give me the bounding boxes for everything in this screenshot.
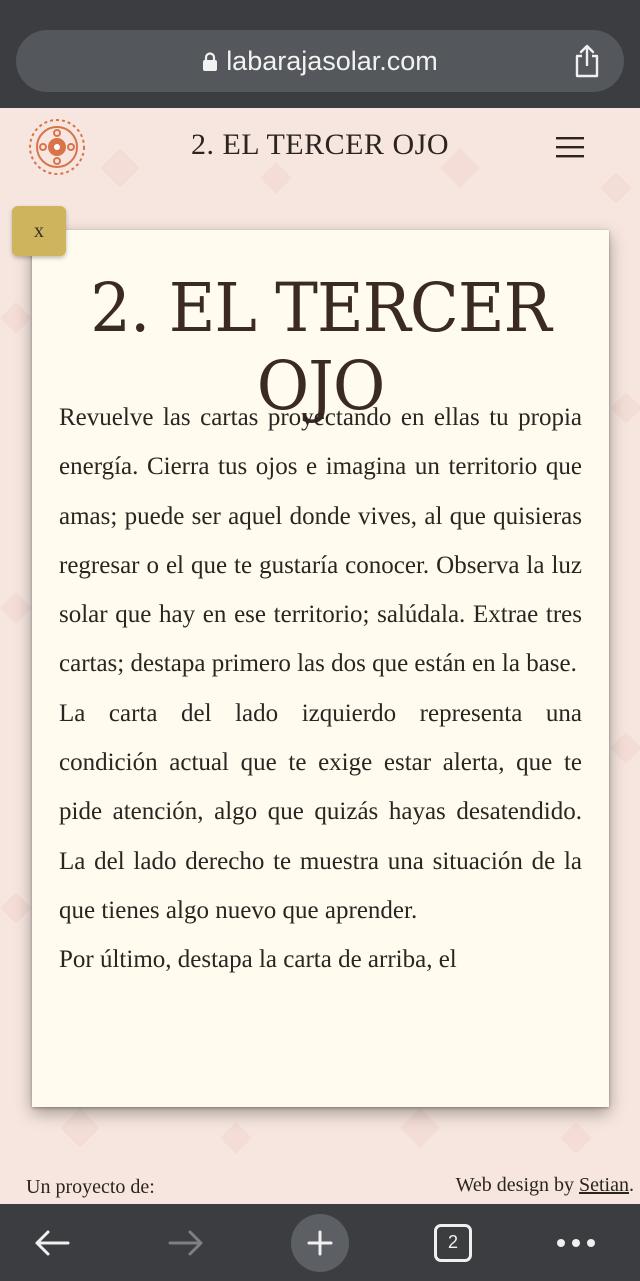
card-paragraph: Revuelve las cartas proyectando en ellas tu propia energía. Cierra tus ojos e imagina un territorio que amas; puede ser aquel donde vives, al que quisieras regresar o el que te gustaría conocer. Observa la luz solar que hay en ese territorio; salúdala. Extrae tres cartas; destapa primero las dos que están en la base.	[59, 404, 582, 678]
share-icon[interactable]	[572, 44, 602, 78]
new-tab-button[interactable]	[290, 1204, 350, 1281]
tabs-button[interactable]	[428, 1204, 478, 1281]
more-menu-button[interactable]	[550, 1204, 602, 1281]
card-title: 2. EL TERCER OJO	[90, 270, 551, 426]
hamburger-menu-icon[interactable]	[556, 135, 584, 159]
footer-design-credit	[456, 1174, 634, 1197]
design-credit-prefix: Web design by	[455, 1174, 579, 1196]
tabs-icon	[434, 1224, 472, 1262]
address-bar[interactable]	[16, 30, 624, 92]
url-text: labarajasolar.com	[226, 45, 438, 76]
site-header-title: 2. EL TERCER OJO	[190, 128, 449, 161]
forward-button[interactable]	[156, 1204, 216, 1281]
sun-logo-icon[interactable]	[26, 116, 88, 178]
plus-icon	[306, 1229, 334, 1257]
forward-arrow-icon	[166, 1228, 206, 1258]
back-button[interactable]	[22, 1204, 82, 1281]
browser-top-bar	[0, 0, 640, 108]
close-card-button[interactable]: x	[12, 206, 66, 256]
card-paragraph: Por último, destapa la carta de arriba, el	[59, 946, 457, 974]
browser-bottom-bar	[0, 1204, 640, 1281]
url-display[interactable]	[16, 30, 624, 92]
design-credit-suffix: .	[629, 1174, 634, 1196]
footer-credit: Un proyecto de:	[26, 1176, 155, 1198]
card-panel	[32, 230, 609, 1107]
card-paragraph: La carta del lado izquierdo representa una condición actual que te exige estar alerta, que te pide atención, algo que quizás hayas desatendido. La del lado derecho te muestra una situación de la que tienes algo nuevo que aprender.	[59, 699, 582, 924]
site-content	[0, 108, 640, 1204]
card-body	[59, 393, 582, 985]
lock-icon	[202, 52, 218, 72]
back-arrow-icon	[32, 1228, 72, 1258]
more-icon	[556, 1238, 596, 1248]
designer-link[interactable]: Setian	[579, 1174, 629, 1196]
tab-count: 2	[447, 1232, 458, 1252]
